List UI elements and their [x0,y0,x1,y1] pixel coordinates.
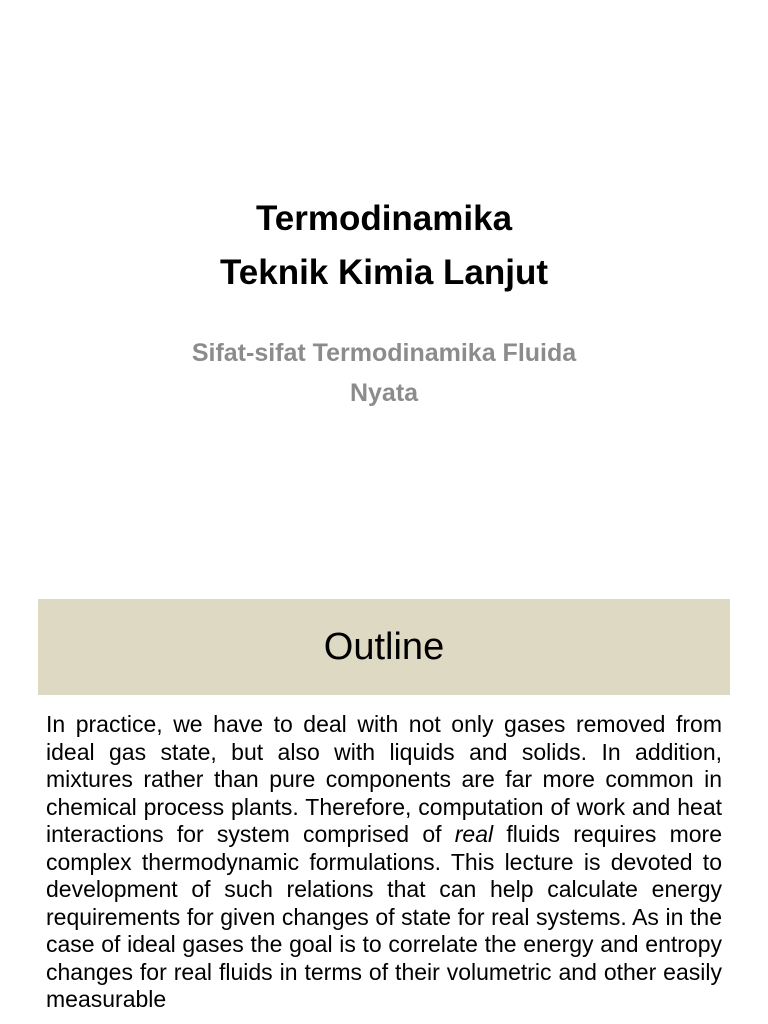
slide-subtitle [0,333,768,413]
outline-body [46,711,722,1024]
outline-text-part-2: fluids requires more complex thermodynamic formulations. This lecture is devoted to development of such relations that can help calculate energy requirements for given changes of state for real systems. As in the case of ideal gases the goal is to correlate the energy and entropy changes for real fluids in terms of their volumetric and other easily measurable [46,821,722,1012]
slide-title-line-2: Teknik Kimia Lanjut [219,253,549,292]
outline-header-band [38,599,730,695]
slide-title-line-1: Termodinamika [255,199,513,238]
outline-heading: Outline [323,625,445,668]
outline-text-italic: real [454,821,494,847]
slide-title [0,192,768,300]
outline-text-part-1: In practice, we have to deal with not only gases removed from ideal gas state, but also with liquids and solids. In addition, mixtures rather than pure components are far more common in chemical process plants. Therefore, computation of work and heat interactions for system comprised of [46,711,722,847]
slide-subtitle-line-1: Sifat-sifat Termodinamika Fluida [191,339,577,367]
outline-paragraph [46,711,722,1014]
slide-subtitle-line-2: Nyata [349,379,419,407]
